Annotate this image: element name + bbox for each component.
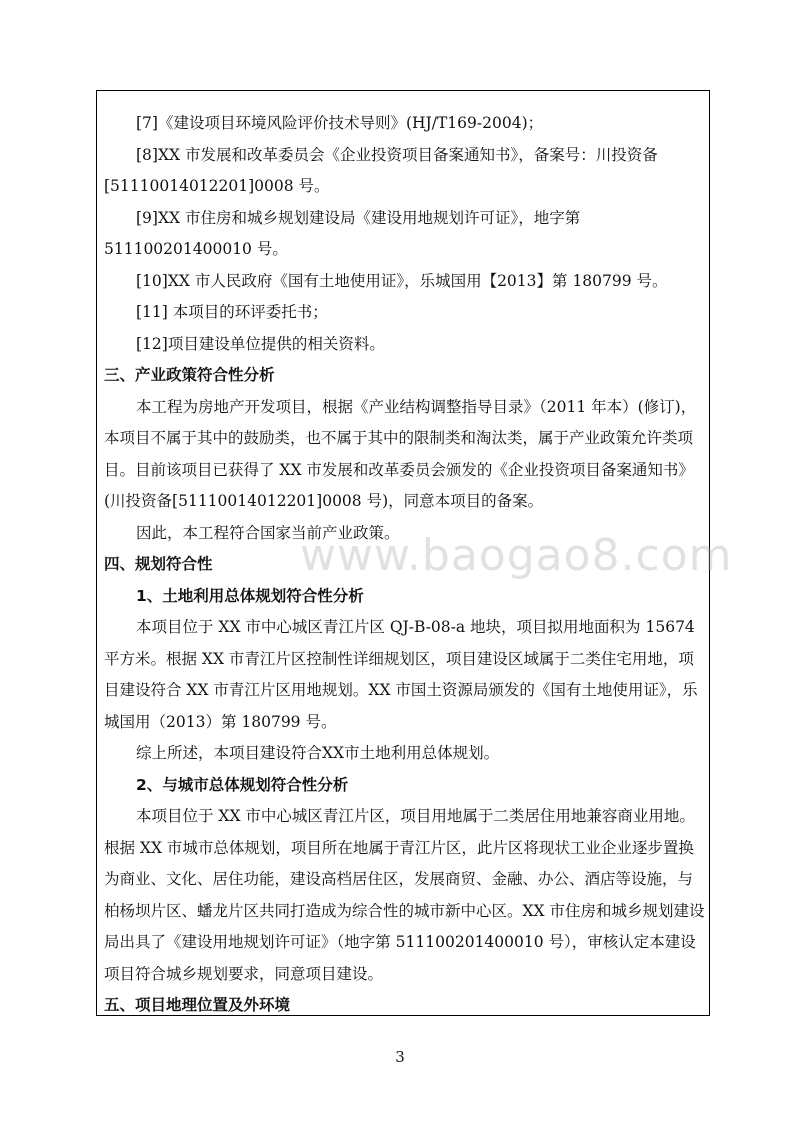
section-3-paragraph-1: 本工程为房地产开发项目，根据《产业结构调整指导目录》（2011 年本）(修订)，本项目不属于其中的鼓励类，也不属于其中的限制类和淘汰类，属于产业政策允许类项目。目前该项目已获得了 XX 市发展和改革委员会颁发的《企业投资项目备案通知书》(川投资备[51110014012201]0008 号)，同意本项目的备案。: [104, 397, 697, 510]
reference-9: [9]XX 市住房和城乡规划建设局《建设用地规划许可证》，地字第 511100201400010 号。: [104, 208, 581, 258]
reference-11: [11] 本项目的环评委托书；: [136, 303, 328, 321]
subsection-1-paragraph-2: 综上所述，本项目建设符合XX市土地利用总体规划。: [136, 744, 500, 762]
subsection-2-heading: 2、与城市总体规划符合性分析: [136, 775, 349, 794]
section-4-heading: 四、规划符合性: [104, 555, 213, 573]
section-3-paragraph-2: 因此，本工程符合国家当前产业政策。: [136, 523, 400, 542]
watermark: www.baogao8.com: [300, 530, 733, 581]
reference-8: [8]XX 市发展和改革委员会《企业投资项目备案通知书》，备案号：川投资备[51110014012201]0008 号。: [104, 145, 658, 195]
reference-7: [7]《建设项目环境风险评价技术导则》(HJ/T169-2004)；: [136, 114, 544, 132]
reference-12: [12]项目建设单位提供的相关资料。: [136, 334, 385, 353]
section-5-heading: 五、项目地理位置及外环境: [104, 996, 291, 1014]
reference-10: [10]XX 市人民政府《国有土地使用证》，乐城国用【2013】第 180799 号。: [136, 271, 668, 290]
page-number: 3: [395, 1048, 405, 1066]
subsection-1-heading: 1、土地利用总体规划符合性分析: [136, 586, 364, 605]
subsection-2-paragraph-1: 本项目位于 XX 市中心城区青江片区，项目用地属于二类居住用地兼容商业用地。根据 XX 市城市总体规划，项目所在地属于青江片区，此片区将现状工业企业逐步置换为商业、文化、居住功能，建设高档居住区，发展商贸、金融、办公、酒店等设施，与柏杨坝片区、蟠龙片区共同打造成为综合性的城市新中心区。XX 市住房和城乡规划建设局出具了《建设用地规划许可证》（地字第 511100201400010 号），审核认定本建设项目符合城乡规划要求，同意项目建设。: [104, 807, 705, 983]
section-3-heading: 三、产业政策符合性分析: [104, 366, 275, 384]
subsection-1-paragraph-1: 本项目位于 XX 市中心城区青江片区 QJ-B-08-a 地块，项目拟用地面积为 15674 平方米。根据 XX 市青江片区控制性详细规划区，项目建设区域属于二类住宅用地，项目建设符合 XX 市青江片区用地规划。XX 市国土资源局颁发的《国有土地使用证》，乐城国用（2013）第 180799 号。: [104, 618, 698, 731]
